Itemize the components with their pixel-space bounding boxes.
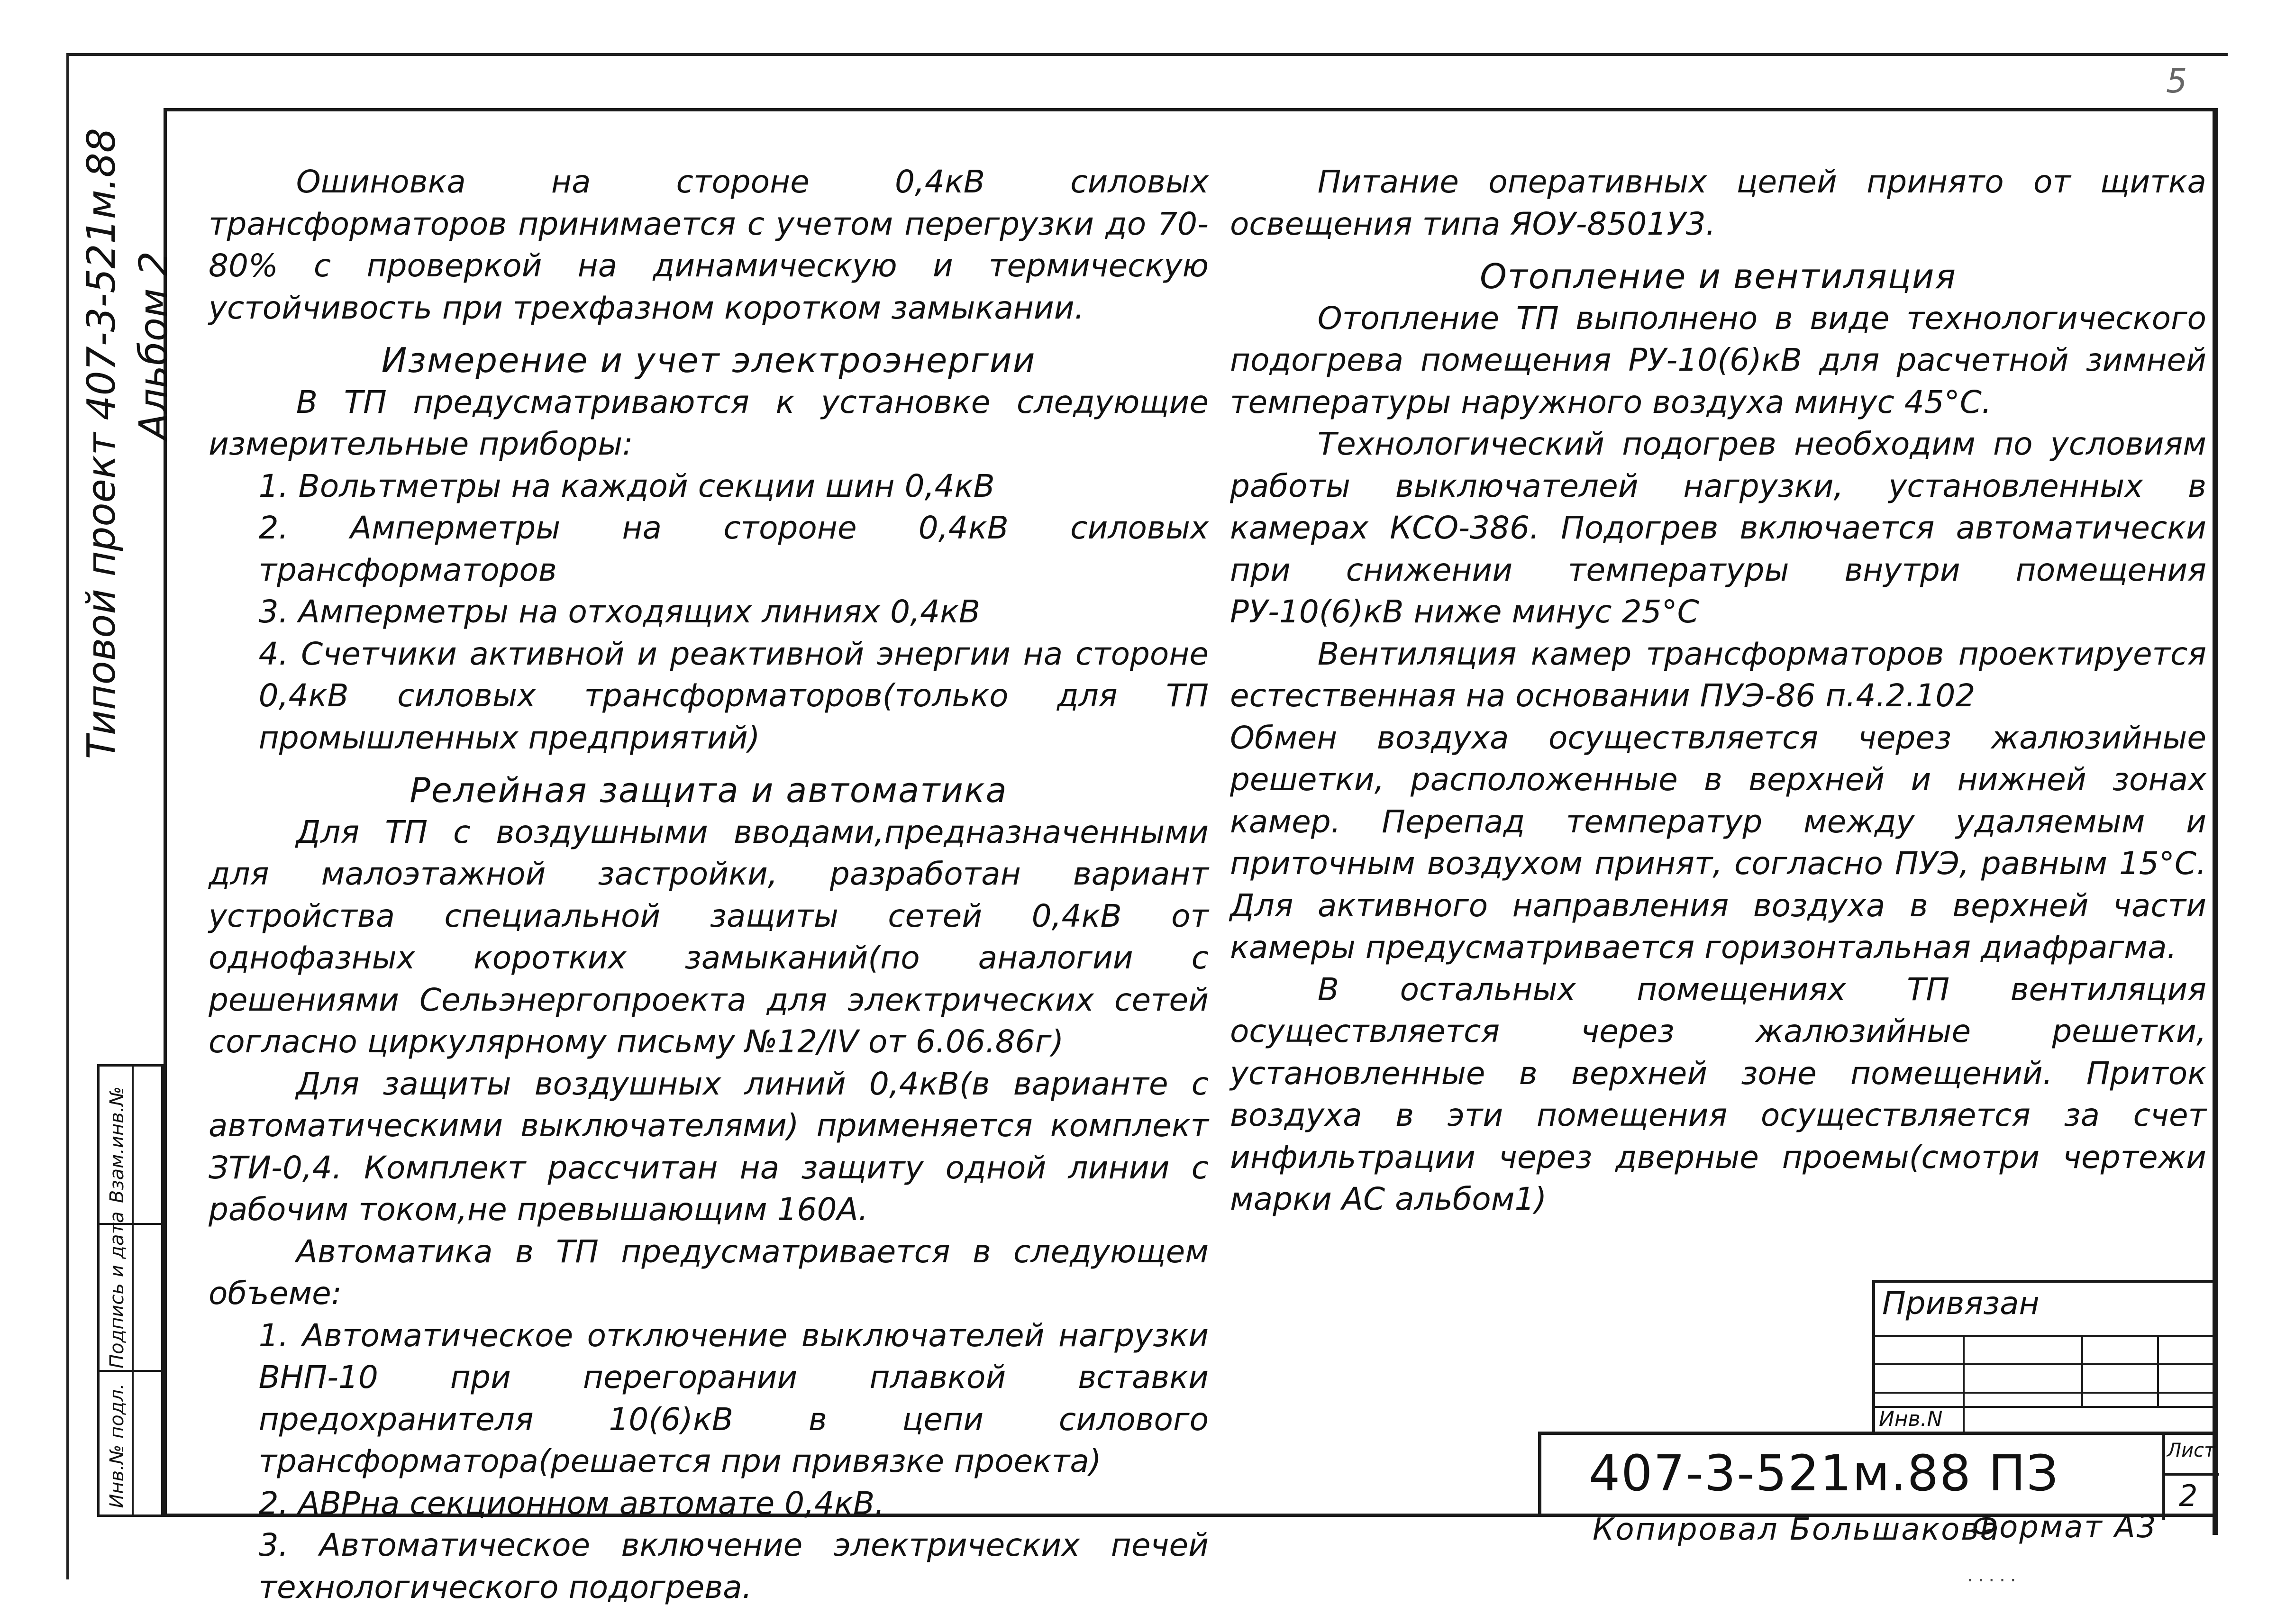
heating-paragraph: Отопление ТП выполнено в виде технологического подогрева помещения РУ-10(6)кВ для расчетной зимней температуры наружного воздуха минус 45°С. bbox=[1230, 300, 2206, 420]
metering-item: 2. Амперметры на стороне 0,4кВ силовых трансформаторов bbox=[258, 510, 1209, 588]
privyazan-label: Привязан bbox=[1882, 1285, 2040, 1322]
ventilation-paragraph: Вентиляция камер трансформаторов проектируется естественная на основании ПУЭ-86 п.4.2.102 bbox=[1230, 635, 2206, 714]
title-block bbox=[1538, 1432, 2216, 1517]
privyazan-stamp bbox=[1872, 1280, 2216, 1432]
heading-protection: Релейная защита и автоматика bbox=[410, 770, 1008, 810]
metering-item: 3. Амперметры на отходящих линиях 0,4кВ bbox=[258, 593, 981, 630]
copied-by: Копировал Большакова bbox=[1593, 1512, 2001, 1547]
page-corner-number: 5 bbox=[2166, 62, 2187, 100]
stamp-signature-date: Подпись и дата bbox=[106, 1211, 128, 1369]
overhead-lines-paragraph: Для защиты воздушных линий 0,4кВ(в варианте с автоматическими выключателями) применяется комплект ЗТИ-0,4. Комплект рассчитан на защиту одной линии с рабочим током,не превышающим 160А. bbox=[209, 1065, 1209, 1228]
drawing-code: 407-3-521м.88 ПЗ bbox=[1589, 1444, 2059, 1502]
automation-item: 3. Автоматическое включение электрических печей технологического подогрева. bbox=[258, 1527, 1209, 1606]
other-rooms-paragraph: В остальных помещениях ТП вентиляция осуществляется через жалюзийные решетки, установленные в верхней зоне помещений. Приток воздуха в эти помещения осуществляется за счет инфильтрации через дверные проемы(смотри чертежи марки АС альбом1) bbox=[1230, 971, 2206, 1217]
heading-heating-ventilation: Отопление и вентиляция bbox=[1480, 256, 1957, 296]
sheet-number: 2 bbox=[2179, 1478, 2198, 1513]
privyazan-inv: Инв.N bbox=[1879, 1407, 1943, 1431]
side-title-project: Типовой проект 407-3-521м.88 bbox=[79, 128, 124, 759]
side-title-album: Альбом 2 bbox=[131, 251, 176, 440]
heading-metering: Измерение и учет электроэнергии bbox=[381, 340, 1036, 380]
outer-border-top bbox=[66, 53, 2228, 56]
tech-heating-paragraph: Технологический подогрев необходим по условиям работы выключателей нагрузки, установленных в камерах КСО-386. Подогрев включается автоматически при снижении температуры внутри помещения РУ-10(6)кВ ниже минус 25°С bbox=[1230, 426, 2206, 630]
format-label: Формат А3 bbox=[1972, 1510, 2158, 1545]
metering-item: 4. Счетчики активной и реактивной энергии на стороне 0,4кВ силовых трансформаторов(только для ТП промышленных предприятий) bbox=[258, 635, 1209, 756]
air-exchange-paragraph: Обмен воздуха осуществляется через жалюзийные решетки, расположенные в верхней и нижней зонах камер. Перепад температур между удаляемым и приточным воздухом принят, согласно ПУЭ, равным 15°С. Для активного направления воздуха в верхней части камеры предусматривается горизонтальная диафрагма. bbox=[1230, 719, 2206, 966]
metering-intro: В ТП предусматриваются к установке следующие измерительные приборы: bbox=[209, 383, 1209, 462]
automation-item: 1. Автоматическое отключение выключателей нагрузки ВНП-10 при перегорании плавкой вставки предохранителя 10(6)кВ в цепи силового трансформатора(решается при привязке проекта) bbox=[258, 1317, 1209, 1479]
left-column bbox=[209, 161, 1209, 1608]
protection-paragraph: Для ТП с воздушными вводами,предназначенными для малоэтажной застройки, разработан вариант устройства специальной защиты сетей 0,4кВ от однофазных коротких замыканий(по аналогии с решениями Сельэнергопроекта для электрических сетей согласно циркулярному письму №12/IV от 6.06.86г) bbox=[209, 813, 1209, 1060]
busbar-paragraph: Ошиновка на стороне 0,4кВ силовых трансформаторов принимается с учетом перегрузки до 70-80% с проверкой на динамическую и термическую устойчивость при трехфазном коротком замыкании. bbox=[209, 164, 1209, 326]
automation-item: 2. АВРна секционном автомате 0,4кВ. bbox=[258, 1485, 885, 1522]
side-title bbox=[76, 128, 204, 934]
outer-border-left bbox=[66, 53, 69, 1579]
right-column bbox=[1230, 161, 2206, 1221]
automation-intro: Автоматика в ТП предусматривается в следующем объеме: bbox=[209, 1233, 1209, 1312]
sheet-label: Лист bbox=[2167, 1440, 2215, 1461]
stamp-strip bbox=[97, 1064, 164, 1517]
stamp-inv-original: Инв.№ подл. bbox=[106, 1383, 128, 1508]
stamp-replacement-inv: Взам.инв.№ bbox=[106, 1086, 128, 1204]
bottom-mark: ..... bbox=[1967, 1564, 2021, 1586]
control-power-paragraph: Питание оперативных цепей принято от щитка освещения типа ЯОУ-8501У3. bbox=[1230, 164, 2206, 242]
metering-item: 1. Вольтметры на каждой секции шин 0,4кВ bbox=[258, 467, 995, 504]
